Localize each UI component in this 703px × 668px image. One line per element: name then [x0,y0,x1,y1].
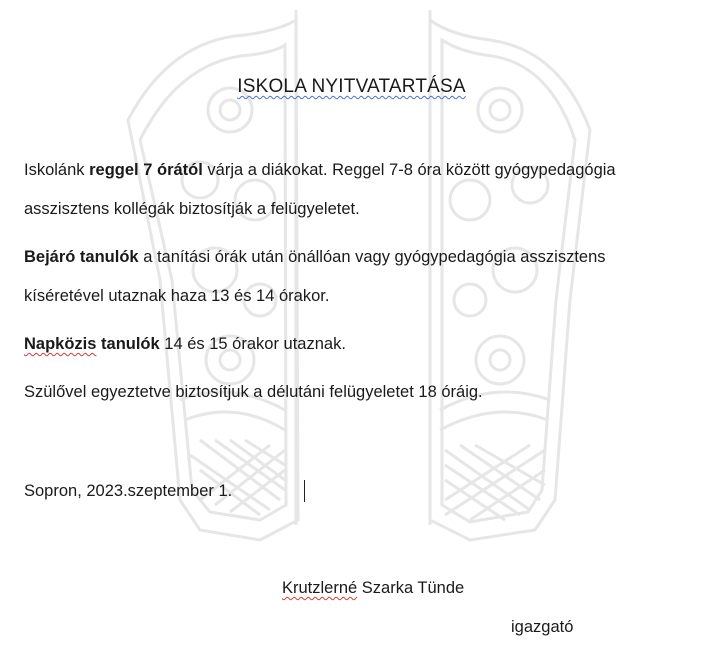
paragraph-3: Napközis tanulók 14 és 15 órakor utaznak. [24,335,346,353]
text-cursor [304,480,305,502]
paragraph-2-line-2: kíséretével utaznak haza 13 és 14 órakor. [24,287,330,305]
signature-name: Krutzlerné Szarka Tünde [282,579,465,597]
bold-daycare-word: Napközis [24,335,97,353]
paragraph-2-line-1: Bejáró tanulók a tanítási órák után önállóan vagy gyógypedagógia asszisztens [24,248,606,266]
bold-commuter-students: Bejáró tanulók [24,248,139,266]
date-line: Sopron, 2023.szeptember 1. [24,482,233,500]
paragraph-1-line-1: Iskolánk reggel 7 órától várja a diákokat. Reggel 7-8 óra között gyógypedagógia [24,161,616,179]
paragraph-1-line-2: asszisztens kollégák biztosítják a felügyeletet. [24,200,360,218]
bold-students-word: tanulók [96,335,160,353]
title-text: ISKOLA NYITVATARTÁSA [237,76,466,97]
signature-title: igazgató [511,618,574,636]
bold-morning-time: reggel 7 órától [89,161,203,179]
page-title [0,76,703,98]
paragraph-4: Szülővel egyeztetve biztosítjuk a délutáni felügyeletet 18 óráig. [24,383,483,401]
